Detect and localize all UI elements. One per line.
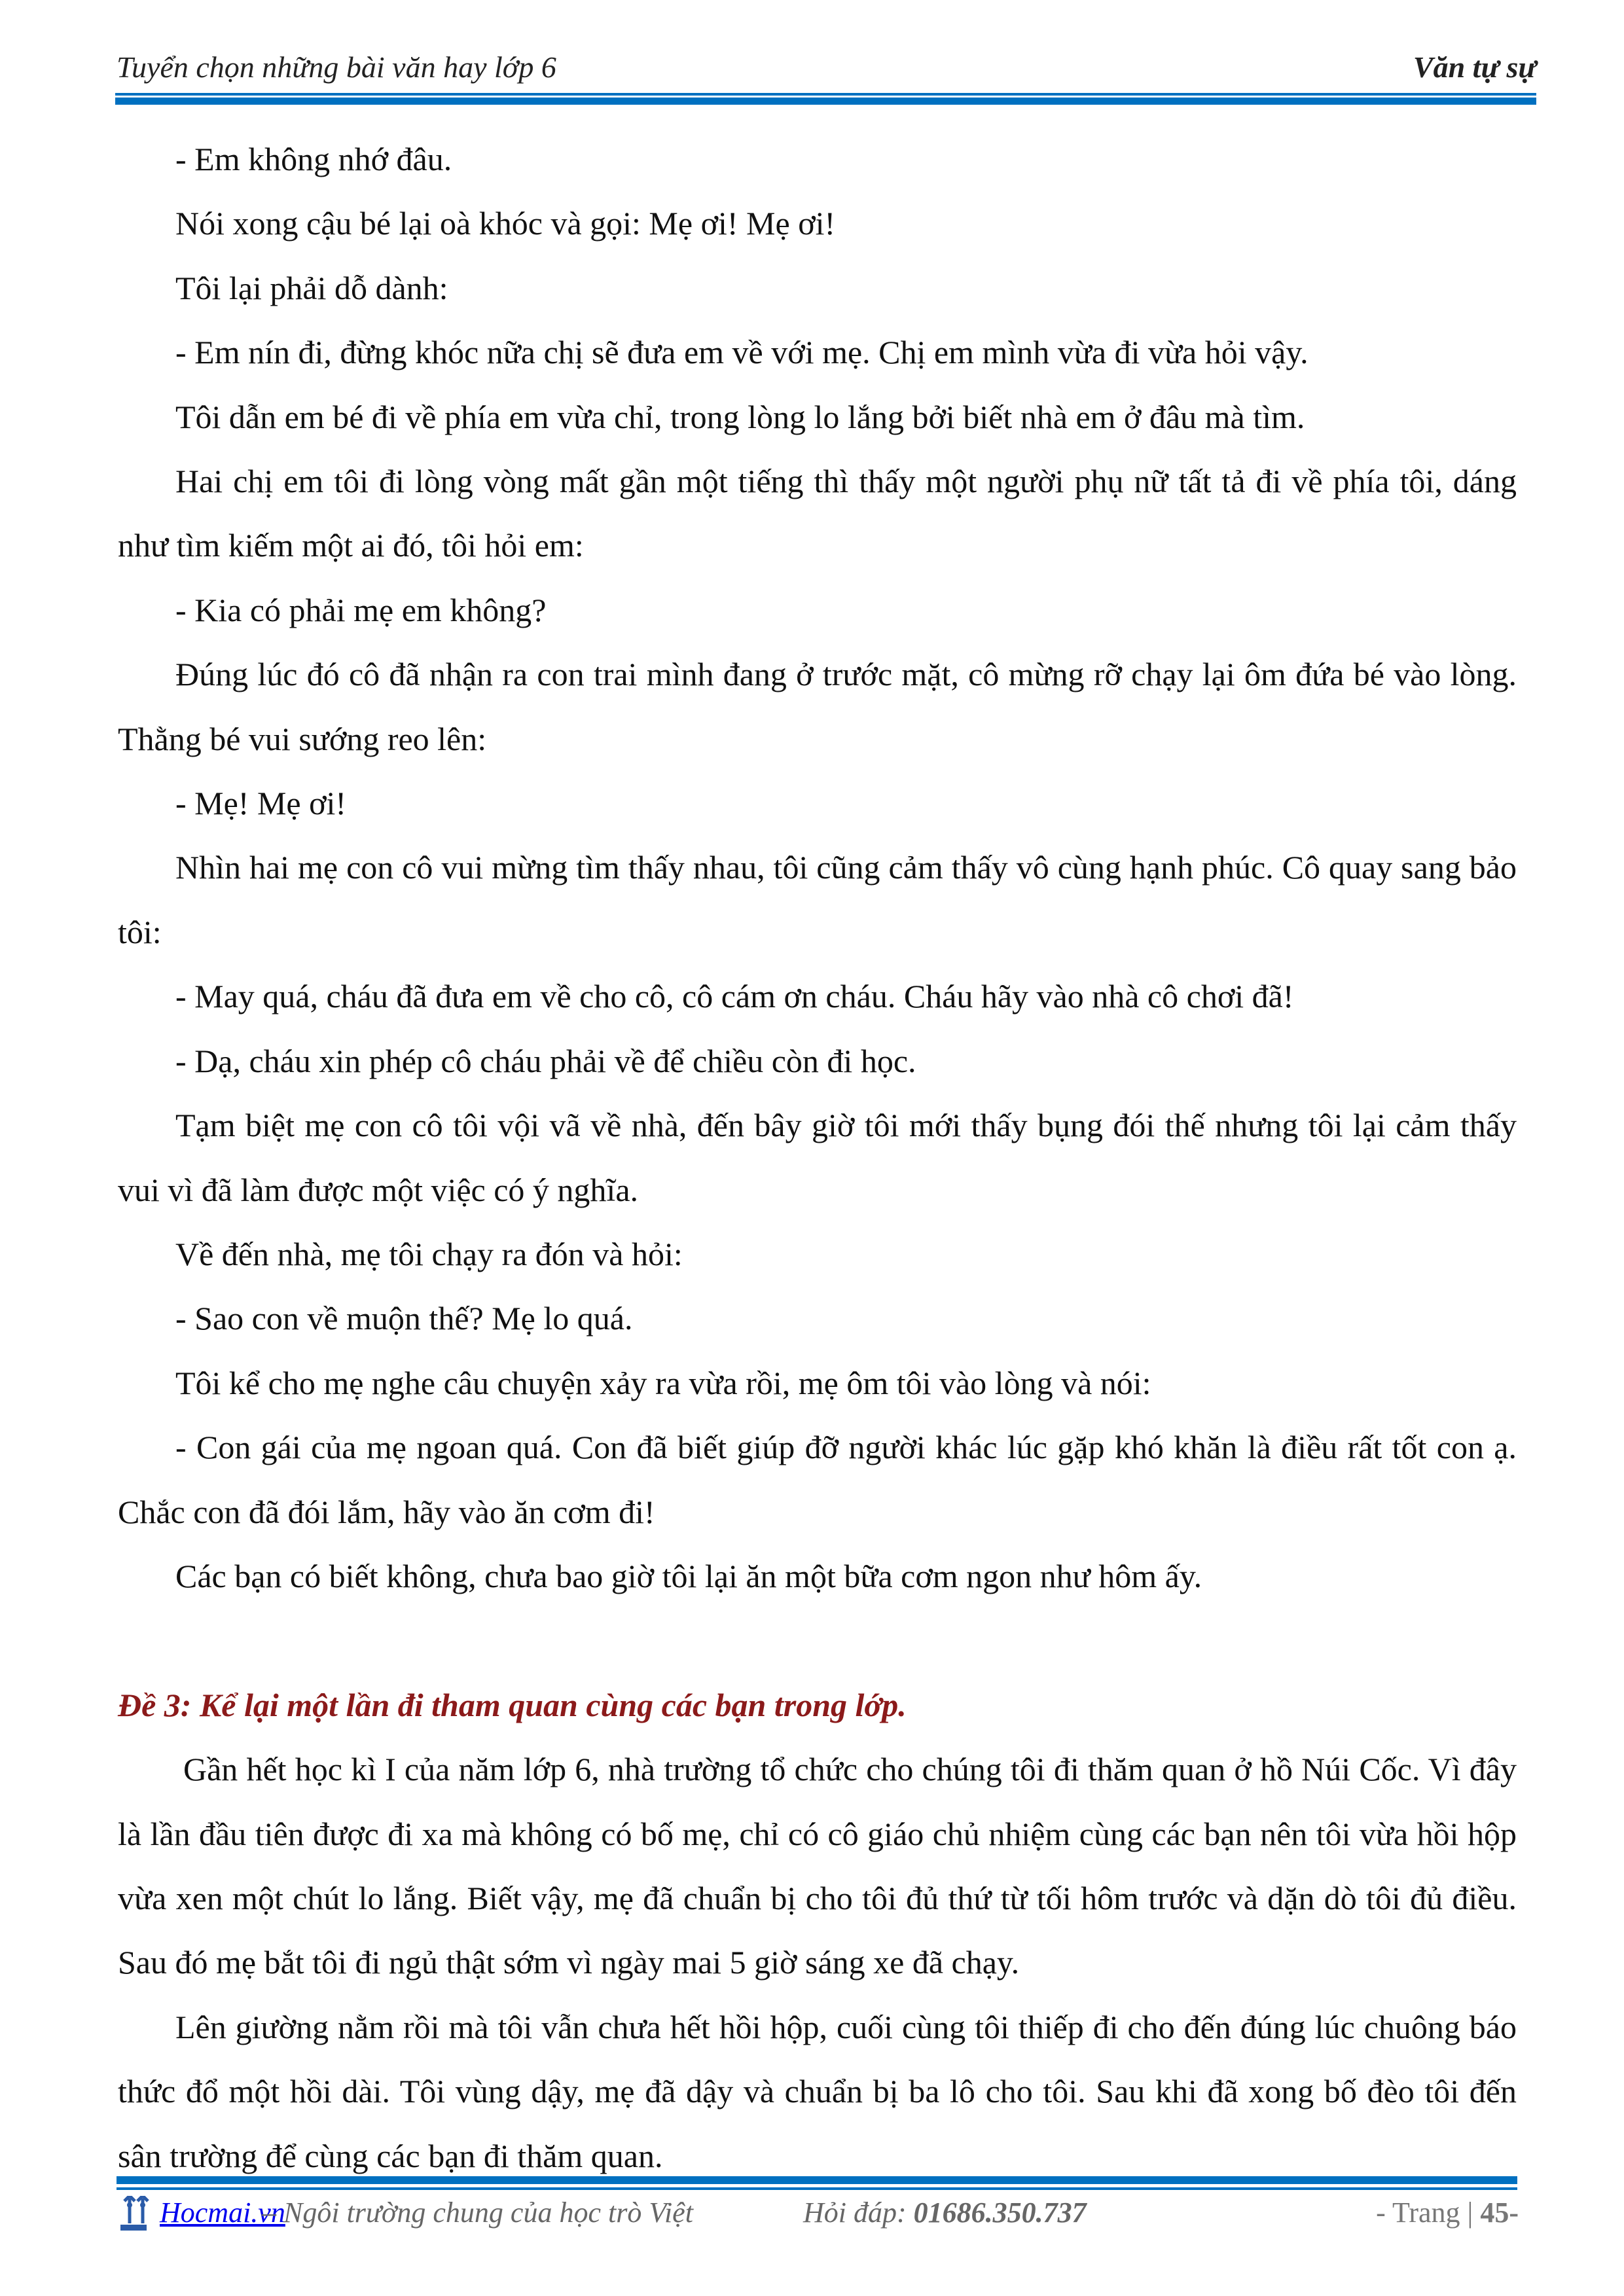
paragraph: Về đến nhà, mẹ tôi chạy ra đón và hỏi:: [175, 1235, 683, 1272]
paragraph: Hai chị em tôi đi lòng vòng mất gần một tiếng thì thấy một người phụ nữ tất tả đi về phía tôi, dáng như tìm kiếm một ai đó, tôi hỏi em:: [118, 463, 1517, 564]
paragraph: - Kia có phải mẹ em không?: [175, 591, 547, 628]
header-divider-thick: [115, 98, 1536, 105]
paragraph: - Em không nhớ đâu.: [175, 141, 452, 177]
header-divider-thin: [115, 93, 1536, 96]
paragraph: Tôi kể cho mẹ nghe câu chuyện xảy ra vừa rồi, mẹ ôm tôi vào lòng và nói:: [175, 1364, 1151, 1401]
page-number-value: 45: [1480, 2197, 1509, 2229]
paragraph: - Em nín đi, đừng khóc nữa chị sẽ đưa em về với mẹ. Chị em mình vừa đi vừa hỏi vậy.: [175, 334, 1308, 371]
footer-hotline: [803, 2196, 1087, 2229]
hotline-label: Hỏi đáp:: [803, 2197, 914, 2229]
paragraph: Lên giường nằm rồi mà tôi vẫn chưa hết hồi hộp, cuối cùng tôi thiếp đi cho đến đúng lúc chuông báo thức đổ một hồi dài. Tôi vùng dậy, mẹ đã dậy và chuẩn bị ba lô cho tôi. Sau khi đã xong bố đèo tôi đến sân trường để cùng các bạn đi thăm quan.: [118, 2008, 1517, 2174]
paragraph: Nói xong cậu bé lại oà khóc và gọi: Mẹ ơi! Mẹ ơi!: [175, 205, 836, 242]
paragraph: - Mẹ! Mẹ ơi!: [175, 785, 347, 822]
document-body: [118, 127, 1517, 2188]
section-heading: Đề 3: Kể lại một lần đi tham quan cùng các bạn trong lớp.: [118, 1686, 907, 1723]
paragraph: Nhìn hai mẹ con cô vui mừng tìm thấy nhau, tôi cũng cảm thấy vô cùng hạnh phúc. Cô quay sang bảo tôi:: [118, 849, 1517, 950]
paragraph: - Dạ, cháu xin phép cô cháu phải về để chiều còn đi học.: [175, 1042, 916, 1079]
footer-slogan: – Ngôi trường chung của học trò Việt: [262, 2197, 693, 2229]
hocmai-logo-icon: [118, 2196, 158, 2231]
page-suffix: -: [1509, 2197, 1519, 2229]
footer-divider-thin: [117, 2187, 1517, 2190]
paragraph: Tạm biệt mẹ con cô tôi vội vã về nhà, đến bây giờ tôi mới thấy bụng đói thế nhưng tôi lại cảm thấy vui vì đã làm được một việc có ý nghĩa.: [118, 1107, 1517, 1208]
header-section: Văn tự sự: [1413, 50, 1536, 84]
paragraph: Đúng lúc đó cô đã nhận ra con trai mình đang ở trước mặt, cô mừng rỡ chạy lại ôm đứa bé vào lòng. Thằng bé vui sướng reo lên:: [118, 656, 1517, 757]
page-label: - Trang |: [1376, 2197, 1481, 2229]
footer-divider-thick: [117, 2176, 1517, 2184]
paragraph: Tôi dẫn em bé đi về phía em vừa chỉ, trong lòng lo lắng bởi biết nhà em ở đâu mà tìm.: [175, 398, 1305, 435]
footer: [118, 2196, 1519, 2235]
paragraph: - May quá, cháu đã đưa em về cho cô, cô cám ơn cháu. Cháu hãy vào nhà cô chơi đã!: [175, 978, 1294, 1015]
paragraph: - Con gái của mẹ ngoan quá. Con đã biết giúp đỡ người khác lúc gặp khó khăn là điều rất tốt con ạ. Chắc con đã đói lắm, hãy vào ăn cơm đi!: [118, 1429, 1517, 1530]
site-link[interactable]: Hocmai.vn: [160, 2197, 285, 2229]
page-number: [1376, 2196, 1519, 2229]
paragraph: Tôi lại phải dỗ dành:: [175, 269, 448, 306]
paragraph: - Sao con về muộn thế? Mẹ lo quá.: [175, 1300, 633, 1337]
paragraph: Gần hết học kì I của năm lớp 6, nhà trường tổ chức cho chúng tôi đi thăm quan ở hồ Núi Cốc. Vì đây là lần đầu tiên được đi xa mà không có bố mẹ, chỉ có cô giáo chủ nhiệm cùng các bạn nên tôi vừa hồi hộp vừa xen một chút lo lắng. Biết vậy, mẹ đã chuẩn bị cho tôi đủ thứ từ tối hôm trước và dặn dò tôi đủ điều. Sau đó mẹ bắt tôi đi ngủ thật sớm vì ngày mai 5 giờ sáng xe đã chạy.: [118, 1751, 1517, 1981]
hotline-number: 01686.350.737: [913, 2197, 1087, 2229]
paragraph: Các bạn có biết không, chưa bao giờ tôi lại ăn một bữa cơm ngon như hôm ấy.: [175, 1557, 1202, 1594]
spacer: [118, 1608, 1517, 1672]
header-title: Tuyển chọn những bài văn hay lớp 6: [117, 50, 556, 84]
